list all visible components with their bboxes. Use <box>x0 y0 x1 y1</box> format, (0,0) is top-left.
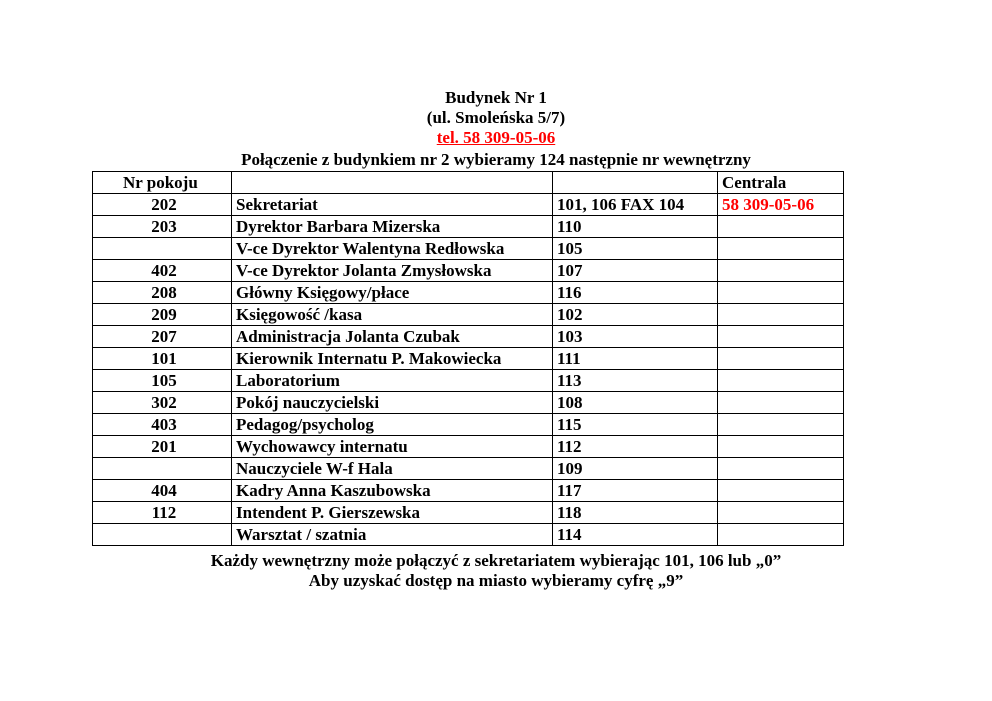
cell-central <box>718 370 844 392</box>
cell-name: V-ce Dyrektor Walentyna Redłowska <box>232 238 553 260</box>
cell-central: 58 309-05-06 <box>718 194 844 216</box>
cell-room: 112 <box>93 502 232 524</box>
cell-extension: 117 <box>553 480 718 502</box>
cell-room: 202 <box>93 194 232 216</box>
cell-extension: 112 <box>553 436 718 458</box>
cell-central <box>718 348 844 370</box>
footer-note-internal: Każdy wewnętrzny może połączyć z sekretariatem wybierając 101, 106 lub „0” <box>210 551 782 570</box>
table-row <box>93 370 844 392</box>
cell-room: 209 <box>93 304 232 326</box>
cell-central <box>718 282 844 304</box>
table-row <box>93 238 844 260</box>
cell-extension: 114 <box>553 524 718 546</box>
cell-room: 207 <box>93 326 232 348</box>
header-name <box>232 172 553 194</box>
cell-extension: 101, 106 FAX 104 <box>553 194 718 216</box>
cell-name: V-ce Dyrektor Jolanta Zmysłowska <box>232 260 553 282</box>
cell-central <box>718 326 844 348</box>
cell-central <box>718 216 844 238</box>
cell-name: Warsztat / szatnia <box>232 524 553 546</box>
table-row <box>93 260 844 282</box>
connection-note: Połączenie z budynkiem nr 2 wybieramy 124 następnie nr wewnętrzny <box>241 150 751 169</box>
cell-central <box>718 436 844 458</box>
table-row <box>93 436 844 458</box>
cell-central <box>718 260 844 282</box>
cell-central <box>718 502 844 524</box>
cell-name: Kierownik Internatu P. Makowiecka <box>232 348 553 370</box>
cell-extension: 107 <box>553 260 718 282</box>
table-row <box>93 348 844 370</box>
table-row <box>93 216 844 238</box>
cell-room: 402 <box>93 260 232 282</box>
cell-central <box>718 414 844 436</box>
cell-name: Laboratorium <box>232 370 553 392</box>
cell-room: 302 <box>93 392 232 414</box>
header-room: Nr pokoju <box>93 172 232 194</box>
phone-directory-table <box>92 171 844 546</box>
cell-extension: 115 <box>553 414 718 436</box>
cell-room: 101 <box>93 348 232 370</box>
cell-room: 105 <box>93 370 232 392</box>
footer-note-external: Aby uzyskać dostęp na miasto wybieramy cyfrę „9” <box>308 571 684 590</box>
table-row <box>93 326 844 348</box>
cell-room <box>93 238 232 260</box>
header-extension <box>553 172 718 194</box>
cell-room <box>93 458 232 480</box>
cell-name: Intendent P. Gierszewska <box>232 502 553 524</box>
cell-name: Księgowość /kasa <box>232 304 553 326</box>
table-row <box>93 502 844 524</box>
cell-central <box>718 238 844 260</box>
cell-central <box>718 304 844 326</box>
cell-extension: 102 <box>553 304 718 326</box>
cell-extension: 111 <box>553 348 718 370</box>
table-row <box>93 524 844 546</box>
address-line: (ul. Smoleńska 5/7) <box>426 108 566 127</box>
header-central: Centrala <box>718 172 844 194</box>
cell-central <box>718 524 844 546</box>
cell-extension: 116 <box>553 282 718 304</box>
cell-room: 208 <box>93 282 232 304</box>
cell-extension: 103 <box>553 326 718 348</box>
cell-room: 203 <box>93 216 232 238</box>
cell-name: Nauczyciele W-f Hala <box>232 458 553 480</box>
cell-extension: 109 <box>553 458 718 480</box>
table-row <box>93 194 844 216</box>
cell-extension: 108 <box>553 392 718 414</box>
table-row <box>93 392 844 414</box>
cell-central <box>718 458 844 480</box>
cell-room: 403 <box>93 414 232 436</box>
cell-room <box>93 524 232 546</box>
cell-extension: 105 <box>553 238 718 260</box>
table-header-row <box>93 172 844 194</box>
cell-name: Sekretariat <box>232 194 553 216</box>
cell-extension: 113 <box>553 370 718 392</box>
cell-name: Pokój nauczycielski <box>232 392 553 414</box>
page-title: Budynek Nr 1 <box>445 88 547 107</box>
cell-extension: 110 <box>553 216 718 238</box>
table-row <box>93 414 844 436</box>
cell-name: Administracja Jolanta Czubak <box>232 326 553 348</box>
table-row <box>93 480 844 502</box>
phone-number: tel. 58 309-05-06 <box>436 128 556 147</box>
cell-extension: 118 <box>553 502 718 524</box>
cell-name: Wychowawcy internatu <box>232 436 553 458</box>
table-row <box>93 458 844 480</box>
cell-name: Pedagog/psycholog <box>232 414 553 436</box>
cell-name: Kadry Anna Kaszubowska <box>232 480 553 502</box>
cell-central <box>718 392 844 414</box>
table-row <box>93 282 844 304</box>
cell-name: Główny Księgowy/płace <box>232 282 553 304</box>
cell-name: Dyrektor Barbara Mizerska <box>232 216 553 238</box>
table-row <box>93 304 844 326</box>
cell-room: 404 <box>93 480 232 502</box>
cell-central <box>718 480 844 502</box>
cell-room: 201 <box>93 436 232 458</box>
